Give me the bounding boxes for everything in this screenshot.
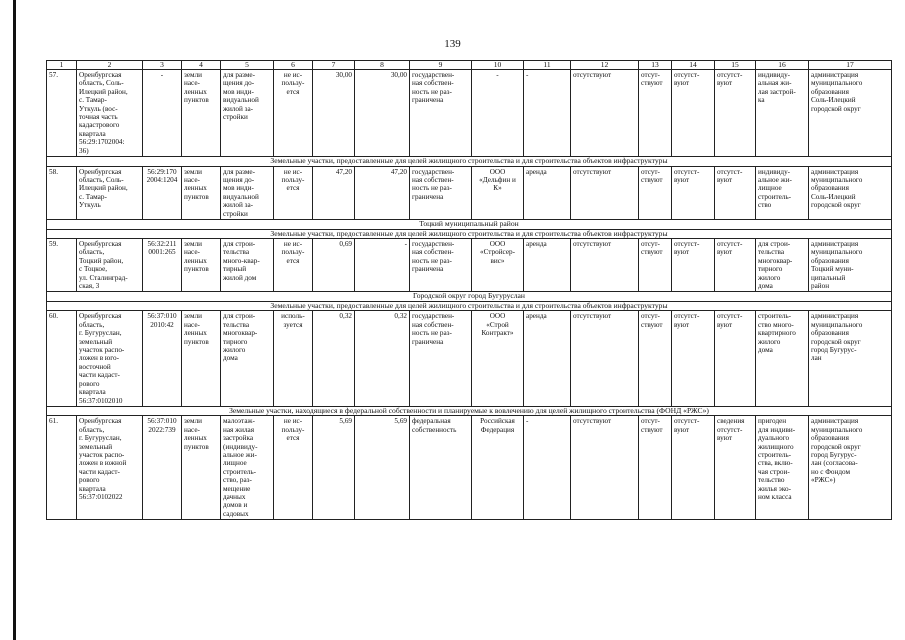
table-cell: 5,69 (355, 416, 410, 520)
table-cell: отсут- ствуют (639, 416, 672, 520)
table-cell: земли насе- ленных пунктов (182, 166, 221, 219)
section-heading-row (47, 220, 892, 230)
table-cell: отсутствуют (571, 416, 639, 520)
table-cell: администрация муниципального образования Соль-Илецкий городской округ (809, 166, 892, 219)
table-cell: Оренбургская область, г. Бугуруслан, земельный участок распо- ложен в южной части кадаст- рового квартала 56:37:0102022 (77, 416, 143, 520)
table-cell: 0,32 (355, 311, 410, 406)
table-cell: исполь- зуется (274, 311, 313, 406)
table-cell: для разме- щения до- мов инди- видуальной жилой за- стройки (221, 166, 274, 219)
table-cell: 58. (47, 166, 77, 219)
table-cell: 47,20 (355, 166, 410, 219)
table-cell: отсутст- вуют (715, 239, 756, 292)
page-number: 139 (444, 38, 461, 50)
table-cell: пригоден для индиви- дуального жилищного строитель- ства, вклю- чая строи- тельство жилья эко- ном класса (756, 416, 809, 520)
column-number: 9 (410, 61, 472, 70)
table-cell: для строи- тельства многоквар- тирного жилого дома (221, 311, 274, 406)
table-cell: отсутст- вуют (715, 311, 756, 406)
table-cell: строитель- ство много- квартирного жилого дома (756, 311, 809, 406)
table-cell: - (524, 70, 571, 157)
table-cell: 59. (47, 239, 77, 292)
table-row (47, 239, 892, 292)
table-cell: 61. (47, 416, 77, 520)
table-cell: 57. (47, 70, 77, 157)
table-cell: ООО «Дельфин и К» (472, 166, 524, 219)
table-cell: отсутст- вуют (672, 239, 715, 292)
column-number: 16 (756, 61, 809, 70)
table-cell: индивиду- альная жи- лая застрой- ка (756, 70, 809, 157)
table-cell: Оренбургская область, Соль- Илецкий район, с. Тамар- Уткуль (77, 166, 143, 219)
table-cell: государствен- ная собствен- ность не раз- граничена (410, 166, 472, 219)
column-number: 13 (639, 61, 672, 70)
table-cell: отсутст- вуют (715, 166, 756, 219)
section-heading-row (47, 406, 892, 416)
section-heading-row (47, 229, 892, 239)
table-cell: земли насе- ленных пунктов (182, 416, 221, 520)
table-cell: 0,69 (313, 239, 355, 292)
table-cell: государствен- ная собствен- ность не раз- граничена (410, 70, 472, 157)
table-cell: Российская Федерация (472, 416, 524, 520)
table-cell: 0,32 (313, 311, 355, 406)
table-cell: 30,00 (313, 70, 355, 157)
column-number: 2 (77, 61, 143, 70)
table-cell: 56:37:010 2022:739 (143, 416, 182, 520)
section-heading: Земельные участки, находящиеся в федеральной собственности и планируемые к вовлечению для целей жилищного строительства (ФОНД «РЖС») (47, 406, 892, 416)
table-cell: для разме- щения до- мов инди- видуальной жилой за- стройки (221, 70, 274, 157)
table-cell: отсутст- вуют (672, 311, 715, 406)
table-cell: отсутст- вуют (672, 416, 715, 520)
table-cell: отсутст- вуют (672, 70, 715, 157)
column-number: 5 (221, 61, 274, 70)
table-row (47, 166, 892, 219)
table-cell: отсутствуют (571, 70, 639, 157)
table-cell: для строи- тельства много-квар- тирный жилой дом (221, 239, 274, 292)
table-cell: земли насе- ленных пунктов (182, 311, 221, 406)
table-cell: отсут- ствуют (639, 166, 672, 219)
table-cell: не ис- пользу- ется (274, 239, 313, 292)
column-number: 6 (274, 61, 313, 70)
table-cell: индивиду- альное жи- лищное строитель- ство (756, 166, 809, 219)
table-row (47, 70, 892, 157)
table-cell: 5,69 (313, 416, 355, 520)
table-cell: администрация муниципального образования Тоцкий муни- ципальный район (809, 239, 892, 292)
table-cell: администрация муниципального образования городской округ город Бугурус- лан (809, 311, 892, 406)
table-cell: федеральная собственность (410, 416, 472, 520)
column-number: 4 (182, 61, 221, 70)
table-cell: 30,00 (355, 70, 410, 157)
column-number: 14 (672, 61, 715, 70)
column-number: 7 (313, 61, 355, 70)
table-row (47, 311, 892, 406)
table-cell: отсут- ствуют (639, 70, 672, 157)
table-cell: ООО «Стройсер- вис» (472, 239, 524, 292)
table-cell: не ис- пользу- ется (274, 166, 313, 219)
table-cell: государствен- ная собствен- ность не раз- граничена (410, 311, 472, 406)
land-plots-table (46, 60, 892, 520)
table-cell: ООО «Строй Контракт» (472, 311, 524, 406)
table-cell: малоэтаж- ная жилая застройка (индивиду- альное жи- лищное строитель- ство, раз- мещение дачных домов и садовых (221, 416, 274, 520)
section-heading-row (47, 301, 892, 311)
table-cell: отсут- ствуют (639, 311, 672, 406)
table-cell: Оренбургская область, Соль- Илецкий район, с. Тамар- Уткуль (вос- точная часть кадастрового квартала 56:29:1702004: 36) (77, 70, 143, 157)
table-cell: отсут- ствуют (639, 239, 672, 292)
column-number: 11 (524, 61, 571, 70)
column-number: 1 (47, 61, 77, 70)
section-heading: Земельные участки, предоставленные для целей жилищного строительства и для строительства объектов инфраструктуры (47, 157, 892, 167)
table-cell: государствен- ная собствен- ность не раз- граничена (410, 239, 472, 292)
table-cell: аренда (524, 311, 571, 406)
column-number: 17 (809, 61, 892, 70)
table-cell: отсутствуют (571, 166, 639, 219)
table-cell: аренда (524, 239, 571, 292)
table-cell: земли насе- ленных пунктов (182, 239, 221, 292)
table-cell: земли насе- ленных пунктов (182, 70, 221, 157)
column-number: 15 (715, 61, 756, 70)
table-cell: отсутствуют (571, 239, 639, 292)
table-cell: 56:29:170 2004:1204 (143, 166, 182, 219)
table-cell: отсутст- вуют (715, 70, 756, 157)
table-cell: Оренбургская область, Тоцкий район, с Тоцкое, ул. Сталинград- ская, 3 (77, 239, 143, 292)
table-cell: отсутствуют (571, 311, 639, 406)
table-cell: не ис- пользу- ется (274, 416, 313, 520)
table-cell: - (472, 70, 524, 157)
table-cell: администрация муниципального образования городской округ город Бугурус- лан (согласова- но с Фондом «РЖС») (809, 416, 892, 520)
section-heading: Земельные участки, предоставленные для целей жилищного строительства и для строительства объектов инфраструктуры (47, 301, 892, 311)
table-cell: сведения отсутст- вуют (715, 416, 756, 520)
section-heading: Городской округ город Бугуруслан (47, 292, 892, 302)
table-cell: для строи- тельства многоквар- тирного жилого дома (756, 239, 809, 292)
section-heading: Тоцкий муниципальный район (47, 220, 892, 230)
section-heading: Земельные участки, предоставленные для целей жилищного строительства и для строительства объектов инфраструктуры (47, 229, 892, 239)
table-cell: администрация муниципального образования Соль-Илецкий городской округ (809, 70, 892, 157)
section-heading-row (47, 292, 892, 302)
table-cell: - (143, 70, 182, 157)
left-page-edge (13, 0, 16, 640)
table-cell: - (524, 416, 571, 520)
table-cell: 56:32:211 0001:265 (143, 239, 182, 292)
table-cell: - (355, 239, 410, 292)
column-number: 10 (472, 61, 524, 70)
table-cell: отсутст- вуют (672, 166, 715, 219)
table-cell: 47,20 (313, 166, 355, 219)
table-cell: 56:37:010 2010:42 (143, 311, 182, 406)
column-number: 8 (355, 61, 410, 70)
column-number: 3 (143, 61, 182, 70)
table-row (47, 416, 892, 520)
table-cell: не ис- пользу- ется (274, 70, 313, 157)
table-cell: Оренбургская область, г. Бугуруслан, земельный участок распо- ложен в юго- восточной части кадаст- рового квартала 56:37:0102010 (77, 311, 143, 406)
column-number-row (47, 61, 892, 70)
column-number: 12 (571, 61, 639, 70)
table-cell: 60. (47, 311, 77, 406)
table-cell: аренда (524, 166, 571, 219)
section-heading-row (47, 157, 892, 167)
